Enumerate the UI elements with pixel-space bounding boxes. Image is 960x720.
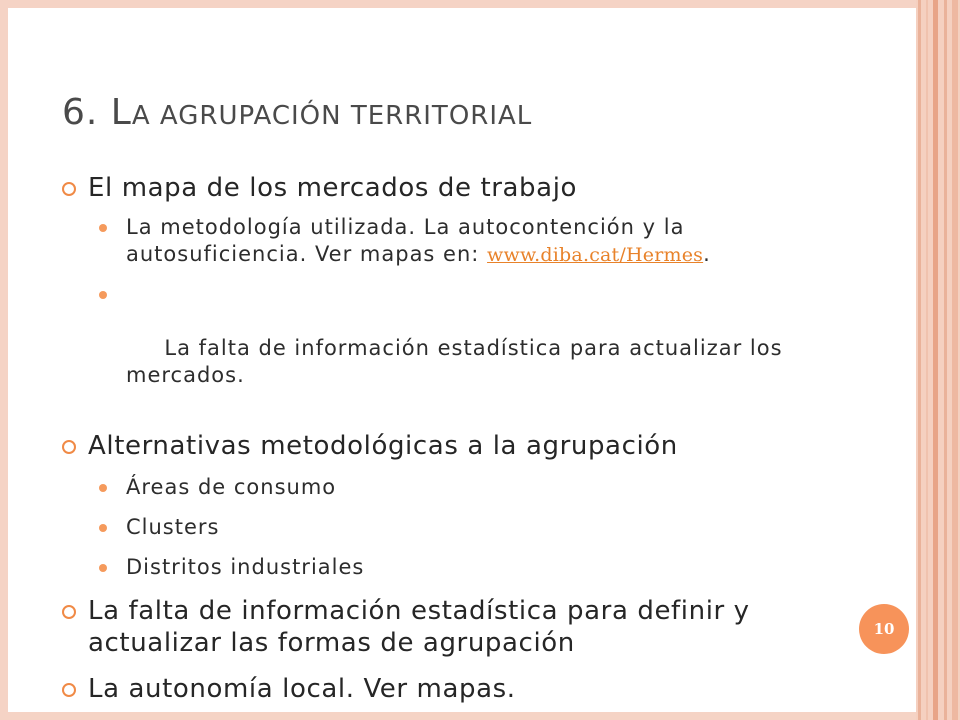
sub-bullet-text: Clusters [126,515,220,539]
dot-bullet-icon [99,484,107,492]
dot-bullet-icon [99,291,107,299]
stripe [918,0,921,720]
bullet-alternativas [62,430,822,462]
bullet-text: El mapa de los mercados de trabajo [88,173,578,203]
circle-bullet-icon [62,440,76,454]
page-number-badge: 10 [859,604,909,654]
sub-bullet-distritos [62,554,822,581]
bullet-text: Alternativas metodológicas a la agrupación [88,431,678,461]
sub-bullet-text: La metodología utilizada. La autocontención y la autosuficiencia. Ver mapas en: [126,215,685,266]
bullet-falta-informacion [62,595,822,659]
slide-frame-top [0,0,920,8]
bullet-autonomia-local [62,673,822,705]
dot-bullet-icon [99,524,107,532]
stripe [926,0,928,720]
sub-bullet-areas-consumo [62,474,822,501]
stripe [944,0,947,720]
sub-bullet-text: Distritos industriales [126,555,365,579]
slide-title-text: A AGRUPACIÓN TERRITORIAL [131,101,533,131]
slide-content [62,172,822,705]
slide-frame-bottom [0,712,920,720]
sub-bullet-metodologia [62,214,822,269]
slide-frame-left [0,0,8,720]
circle-bullet-icon [62,683,76,697]
circle-bullet-icon [62,605,76,619]
decorative-stripes [916,0,960,720]
slide-title-number: 6. L [62,92,132,133]
sub-bullet-falta-info [62,281,822,416]
sub-bullet-text: Áreas de consumo [126,475,337,499]
dot-bullet-icon [99,224,107,232]
slide-title [62,92,532,133]
stripe [933,0,938,720]
dot-bullet-icon [99,564,107,572]
sub-bullet-text-end: . [703,242,711,266]
bullet-text: La falta de información estadística para definir y actualizar las formas de agrupación [88,596,750,658]
sub-bullet-text: La falta de información estadística para actualizar los mercados. [126,336,791,387]
circle-bullet-icon [62,182,76,196]
bullet-mapa-mercados [62,172,822,204]
sub-bullet-clusters [62,514,822,541]
bullet-text: La autonomía local. Ver mapas. [88,674,516,704]
stripe [952,0,958,720]
hermes-link[interactable]: www.diba.cat/Hermes [487,244,704,266]
